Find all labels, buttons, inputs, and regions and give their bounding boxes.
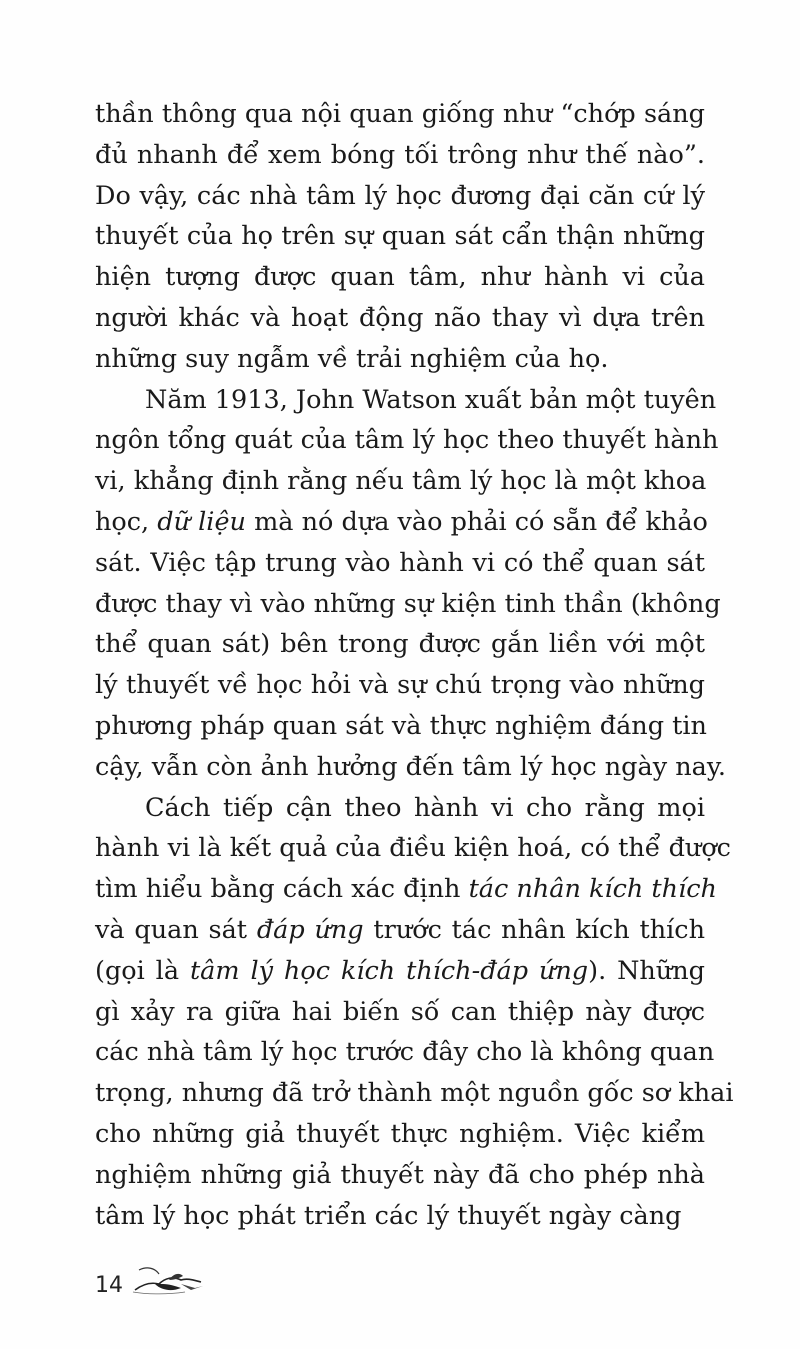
text-line [95, 1073, 734, 1114]
text-line [95, 828, 731, 869]
text-line [95, 1196, 705, 1237]
text-run: hành vi là kết quả của điều kiện hoá, có thể được [95, 833, 731, 864]
text-line [95, 624, 705, 665]
text-run: các nhà tâm lý học trước đây cho là không quan [95, 1037, 715, 1068]
text-run: phương pháp quan sát và thực nghiệm đáng tin [95, 710, 707, 741]
bird-ornament-icon [125, 1262, 209, 1298]
text-line [95, 94, 705, 135]
text-run: cho những giả thuyết thực nghiệm. Việc kiểm [95, 1118, 705, 1149]
text-line [95, 747, 726, 788]
text-line [95, 420, 719, 461]
text-run: Do vậy, các nhà tâm lý học đương đại căn cứ lý [95, 180, 705, 211]
text-line [95, 910, 705, 951]
text-run: gì xảy ra giữa hai biến số can thiệp này được [95, 996, 705, 1027]
text-line [95, 869, 717, 910]
text-run: thần thông qua nội quan giống như “chớp sáng [95, 99, 705, 129]
text-run: được thay vì vào những sự kiện tinh thần (không [95, 588, 721, 619]
text-line [95, 1032, 715, 1073]
text-run: và quan sát [95, 914, 257, 945]
text-run: thể quan sát) bên trong được gắn liền với một [95, 629, 705, 660]
page-footer [95, 1258, 209, 1298]
italic-term: đáp ứng [256, 914, 364, 945]
text-run: trọng, nhưng đã trở thành một nguồn gốc sơ khai [95, 1078, 734, 1109]
text-line [95, 543, 705, 584]
text-run: (gọi là [95, 955, 190, 986]
text-line [95, 1155, 705, 1196]
text-run: Năm 1913, John Watson xuất bản một tuyên [145, 384, 717, 415]
text-run: vi, khẳng định rằng nếu tâm lý học là một khoa [95, 466, 707, 497]
text-run: Cách tiếp cận theo hành vi cho rằng mọi [145, 792, 705, 823]
text-line [95, 216, 705, 257]
text-line [95, 951, 705, 992]
text-line [95, 502, 708, 543]
paragraph [95, 788, 734, 1237]
text-run: tìm hiểu bằng cách xác định [95, 874, 469, 905]
italic-term: tác nhân kích thích [468, 874, 717, 905]
text-run: cậy, vẫn còn ảnh hưởng đến tâm lý học ngày nay. [95, 751, 726, 782]
text-run: thuyết của họ trên sự quan sát cẩn thận những [95, 221, 705, 252]
text-run: học, [95, 506, 158, 537]
text-run: sát. Việc tập trung vào hành vi có thể quan sát [95, 547, 705, 578]
text-run: ). Những [588, 955, 705, 986]
text-run: người khác và hoạt động não thay vì dựa trên [95, 302, 705, 333]
text-run: nghiệm những giả thuyết này đã cho phép nhà [95, 1159, 705, 1190]
italic-term: dữ liệu [157, 506, 246, 537]
page-number: 14 [95, 1273, 123, 1298]
text-line [95, 257, 705, 298]
text-line [95, 992, 705, 1033]
text-run: tâm lý học phát triển các lý thuyết ngày càng [95, 1200, 682, 1231]
text-line [95, 380, 717, 421]
text-run: trước tác nhân kích thích [363, 914, 705, 945]
text-line [95, 1114, 705, 1155]
text-line [95, 665, 705, 706]
text-line [95, 788, 705, 829]
text-line [95, 584, 721, 625]
paragraph [95, 94, 705, 380]
text-run: đủ nhanh để xem bóng tối trông như thế nào”. [95, 139, 705, 170]
text-run: lý thuyết về học hỏi và sự chú trọng vào những [95, 670, 705, 701]
text-line [95, 298, 705, 339]
text-line [95, 176, 705, 217]
text-line [95, 339, 705, 380]
paragraph [95, 380, 726, 788]
italic-term: tâm lý học kích thích-đáp ứng [189, 955, 589, 986]
text-line [95, 135, 705, 176]
text-run: hiện tượng được quan tâm, như hành vi của [95, 262, 705, 293]
text-run: những suy ngẫm về trải nghiệm của họ. [95, 343, 609, 374]
text-run: mà nó dựa vào phải có sẵn để khảo [245, 506, 708, 537]
body-text [95, 94, 734, 1236]
text-line [95, 706, 705, 747]
text-run: ngôn tổng quát của tâm lý học theo thuyết hành [95, 425, 719, 456]
text-line [95, 461, 705, 502]
